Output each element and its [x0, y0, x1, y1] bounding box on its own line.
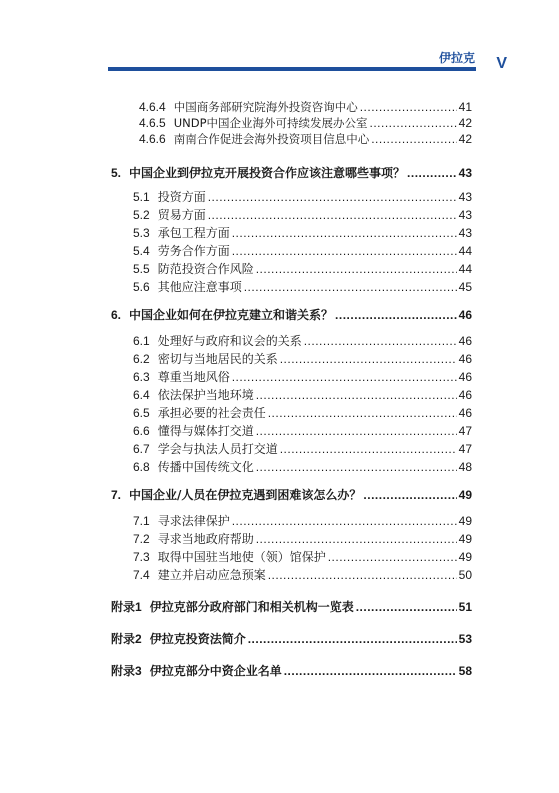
toc-entry[interactable]	[139, 116, 472, 130]
dot-leader	[208, 190, 457, 204]
toc-entry-page: 44	[458, 244, 472, 258]
dot-leader	[268, 406, 457, 420]
toc-entry[interactable]	[111, 308, 472, 322]
toc-entry-title: 南南合作促进会海外投资项目信息中心	[173, 132, 370, 146]
toc-entry[interactable]	[133, 244, 472, 258]
toc-entry-page: 49	[458, 488, 472, 502]
toc-entry-number: 6.	[111, 308, 122, 322]
toc-entry-number: 6.6	[133, 424, 150, 438]
toc-entry-title: 尊重当地风俗	[157, 370, 230, 384]
toc-entry-number: 6.3	[133, 370, 150, 384]
toc-entry-number: 7.1	[133, 514, 150, 528]
toc-entry[interactable]	[111, 488, 472, 502]
dot-leader	[232, 226, 457, 240]
toc-entry-page: 42	[458, 132, 472, 146]
toc-entry[interactable]	[133, 262, 472, 276]
dot-leader	[335, 308, 457, 322]
toc-entry-number: 6.5	[133, 406, 150, 420]
toc-entry-number: 5.5	[133, 262, 150, 276]
toc-entry-title: 伊拉克投资法简介	[149, 632, 246, 646]
toc-entry[interactable]	[133, 514, 472, 528]
toc-entry-number: 7.	[111, 488, 122, 502]
toc-entry-number: 4.6.4	[139, 100, 166, 114]
dot-leader	[371, 132, 456, 146]
toc-entry-page: 45	[458, 280, 472, 294]
toc-entry-page: 48	[458, 460, 472, 474]
toc-entry-title: 懂得与媒体打交道	[157, 424, 254, 438]
toc-entry[interactable]	[133, 532, 472, 546]
toc-entry-page: 53	[458, 632, 472, 646]
dot-leader	[363, 488, 456, 502]
dot-leader	[232, 514, 457, 528]
toc-entry-page: 43	[458, 208, 472, 222]
toc-entry-title: 其他应注意事项	[157, 280, 242, 294]
dot-leader	[248, 632, 457, 646]
toc-entry[interactable]	[133, 226, 472, 240]
dot-leader	[256, 460, 457, 474]
toc-entry-title: 处理好与政府和议会的关系	[157, 334, 302, 348]
toc-entry-number: 附录3	[111, 664, 142, 678]
toc-entry-title: 依法保护当地环境	[157, 388, 254, 402]
toc-entry[interactable]	[133, 550, 472, 564]
dot-leader	[328, 550, 457, 564]
toc-entry-page: 49	[458, 550, 472, 564]
dot-leader	[256, 424, 457, 438]
toc-entry[interactable]	[133, 370, 472, 384]
dot-leader	[232, 370, 457, 384]
toc-entry-page: 42	[458, 116, 472, 130]
dot-leader	[208, 208, 457, 222]
toc-entry-title: 投资方面	[157, 190, 206, 204]
toc-entry-page: 51	[458, 600, 472, 614]
toc-entry-title: 承包工程方面	[157, 226, 230, 240]
toc-entry-title: 中国企业到伊拉克开展投资合作应该注意哪些事项？	[129, 166, 406, 180]
toc-entry-page: 43	[458, 190, 472, 204]
toc-entry[interactable]	[133, 460, 472, 474]
toc-entry-number: 5.4	[133, 244, 150, 258]
toc-entry-number: 4.6.6	[139, 132, 166, 146]
toc-entry-title: 劳务合作方面	[157, 244, 230, 258]
toc-entry-page: 49	[458, 514, 472, 528]
toc-entry-page: 43	[458, 226, 472, 240]
running-header-title: 伊拉克	[438, 51, 475, 65]
toc-entry-title: 防范投资合作风险	[157, 262, 254, 276]
toc-entry-page: 47	[458, 442, 472, 456]
toc-entry[interactable]	[139, 132, 472, 146]
toc-entry-title: 中国商务部研究院海外投资咨询中心	[173, 100, 358, 114]
toc-entry-title: 建立并启动应急预案	[157, 568, 266, 582]
page-number: V	[496, 55, 507, 72]
toc-entry-page: 46	[458, 352, 472, 366]
dot-leader	[284, 664, 457, 678]
toc-entry[interactable]	[111, 664, 472, 678]
toc-entry-title: 中国企业/人员在伊拉克遇到困难该怎么办？	[129, 488, 362, 502]
toc-entry-page: 46	[458, 334, 472, 348]
toc-entry-page: 50	[458, 568, 472, 582]
toc-entry-number: 6.2	[133, 352, 150, 366]
toc-entry[interactable]	[133, 442, 472, 456]
toc-entry-number: 5.1	[133, 190, 150, 204]
toc-entry[interactable]	[133, 280, 472, 294]
toc-entry-number: 6.7	[133, 442, 150, 456]
toc-entry-title: 承担必要的社会责任	[157, 406, 266, 420]
toc-entry-title: 贸易方面	[157, 208, 206, 222]
toc-entry-page: 46	[458, 370, 472, 384]
toc-entry[interactable]	[133, 208, 472, 222]
dot-leader	[280, 352, 457, 366]
toc-entry-number: 附录1	[111, 600, 142, 614]
toc-entry-title: 密切与当地居民的关系	[157, 352, 278, 366]
toc-entry-page: 47	[458, 424, 472, 438]
toc-entry[interactable]	[133, 190, 472, 204]
toc-entry-page: 46	[458, 388, 472, 402]
toc-entry[interactable]	[133, 388, 472, 402]
dot-leader	[360, 100, 457, 114]
toc-entry-title: 寻求当地政府帮助	[157, 532, 254, 546]
toc-entry-page: 46	[458, 308, 472, 322]
toc-entry-title: 传播中国传统文化	[157, 460, 254, 474]
dot-leader	[244, 280, 457, 294]
toc-entry[interactable]	[139, 100, 472, 114]
toc-entry[interactable]	[133, 352, 472, 366]
toc-entry-title: 伊拉克部分政府部门和相关机构一览表	[149, 600, 354, 614]
dot-leader	[256, 388, 457, 402]
toc-entry-number: 7.3	[133, 550, 150, 564]
toc-entry-page: 46	[458, 406, 472, 420]
toc-entry-number: 6.4	[133, 388, 150, 402]
toc-entry-title: 伊拉克部分中资企业名单	[149, 664, 282, 678]
dot-leader	[268, 568, 457, 582]
dot-leader	[370, 116, 457, 130]
toc-entry-page: 49	[458, 532, 472, 546]
toc-entry-page: 43	[458, 166, 472, 180]
toc-entry-number: 5.3	[133, 226, 150, 240]
toc-entry-title: 中国企业如何在伊拉克建立和谐关系？	[129, 308, 334, 322]
toc-entry-page: 44	[458, 262, 472, 276]
toc-entry[interactable]	[111, 632, 472, 646]
toc-entry-title: 学会与执法人员打交道	[157, 442, 278, 456]
toc-entry-number: 5.	[111, 166, 122, 180]
toc-entry-title: UNDP中国企业海外可持续发展办公室	[173, 116, 368, 130]
toc-entry-number: 7.2	[133, 532, 150, 546]
toc-entry-number: 7.4	[133, 568, 150, 582]
toc-entry-page: 41	[458, 100, 472, 114]
toc-entry-number: 6.8	[133, 460, 150, 474]
dot-leader	[256, 262, 457, 276]
toc-entry-number: 5.2	[133, 208, 150, 222]
dot-leader	[304, 334, 457, 348]
toc-entry[interactable]	[133, 406, 472, 420]
toc-entry[interactable]	[111, 600, 472, 614]
toc-entry-title: 寻求法律保护	[157, 514, 230, 528]
toc-entry[interactable]	[111, 166, 472, 180]
dot-leader	[356, 600, 457, 614]
dot-leader	[280, 442, 457, 456]
toc-entry-number: 4.6.5	[139, 116, 166, 130]
toc-entry-number: 5.6	[133, 280, 150, 294]
toc-entry[interactable]	[133, 424, 472, 438]
toc-entry[interactable]	[133, 568, 472, 582]
toc-entry[interactable]	[133, 334, 472, 348]
toc-entry-number: 6.1	[133, 334, 150, 348]
toc-entry-title: 取得中国驻当地使（领）馆保护	[157, 550, 326, 564]
toc-entry-page: 58	[458, 664, 472, 678]
dot-leader	[256, 532, 457, 546]
dot-leader	[407, 166, 457, 180]
toc-entry-number: 附录2	[111, 632, 142, 646]
dot-leader	[232, 244, 457, 258]
